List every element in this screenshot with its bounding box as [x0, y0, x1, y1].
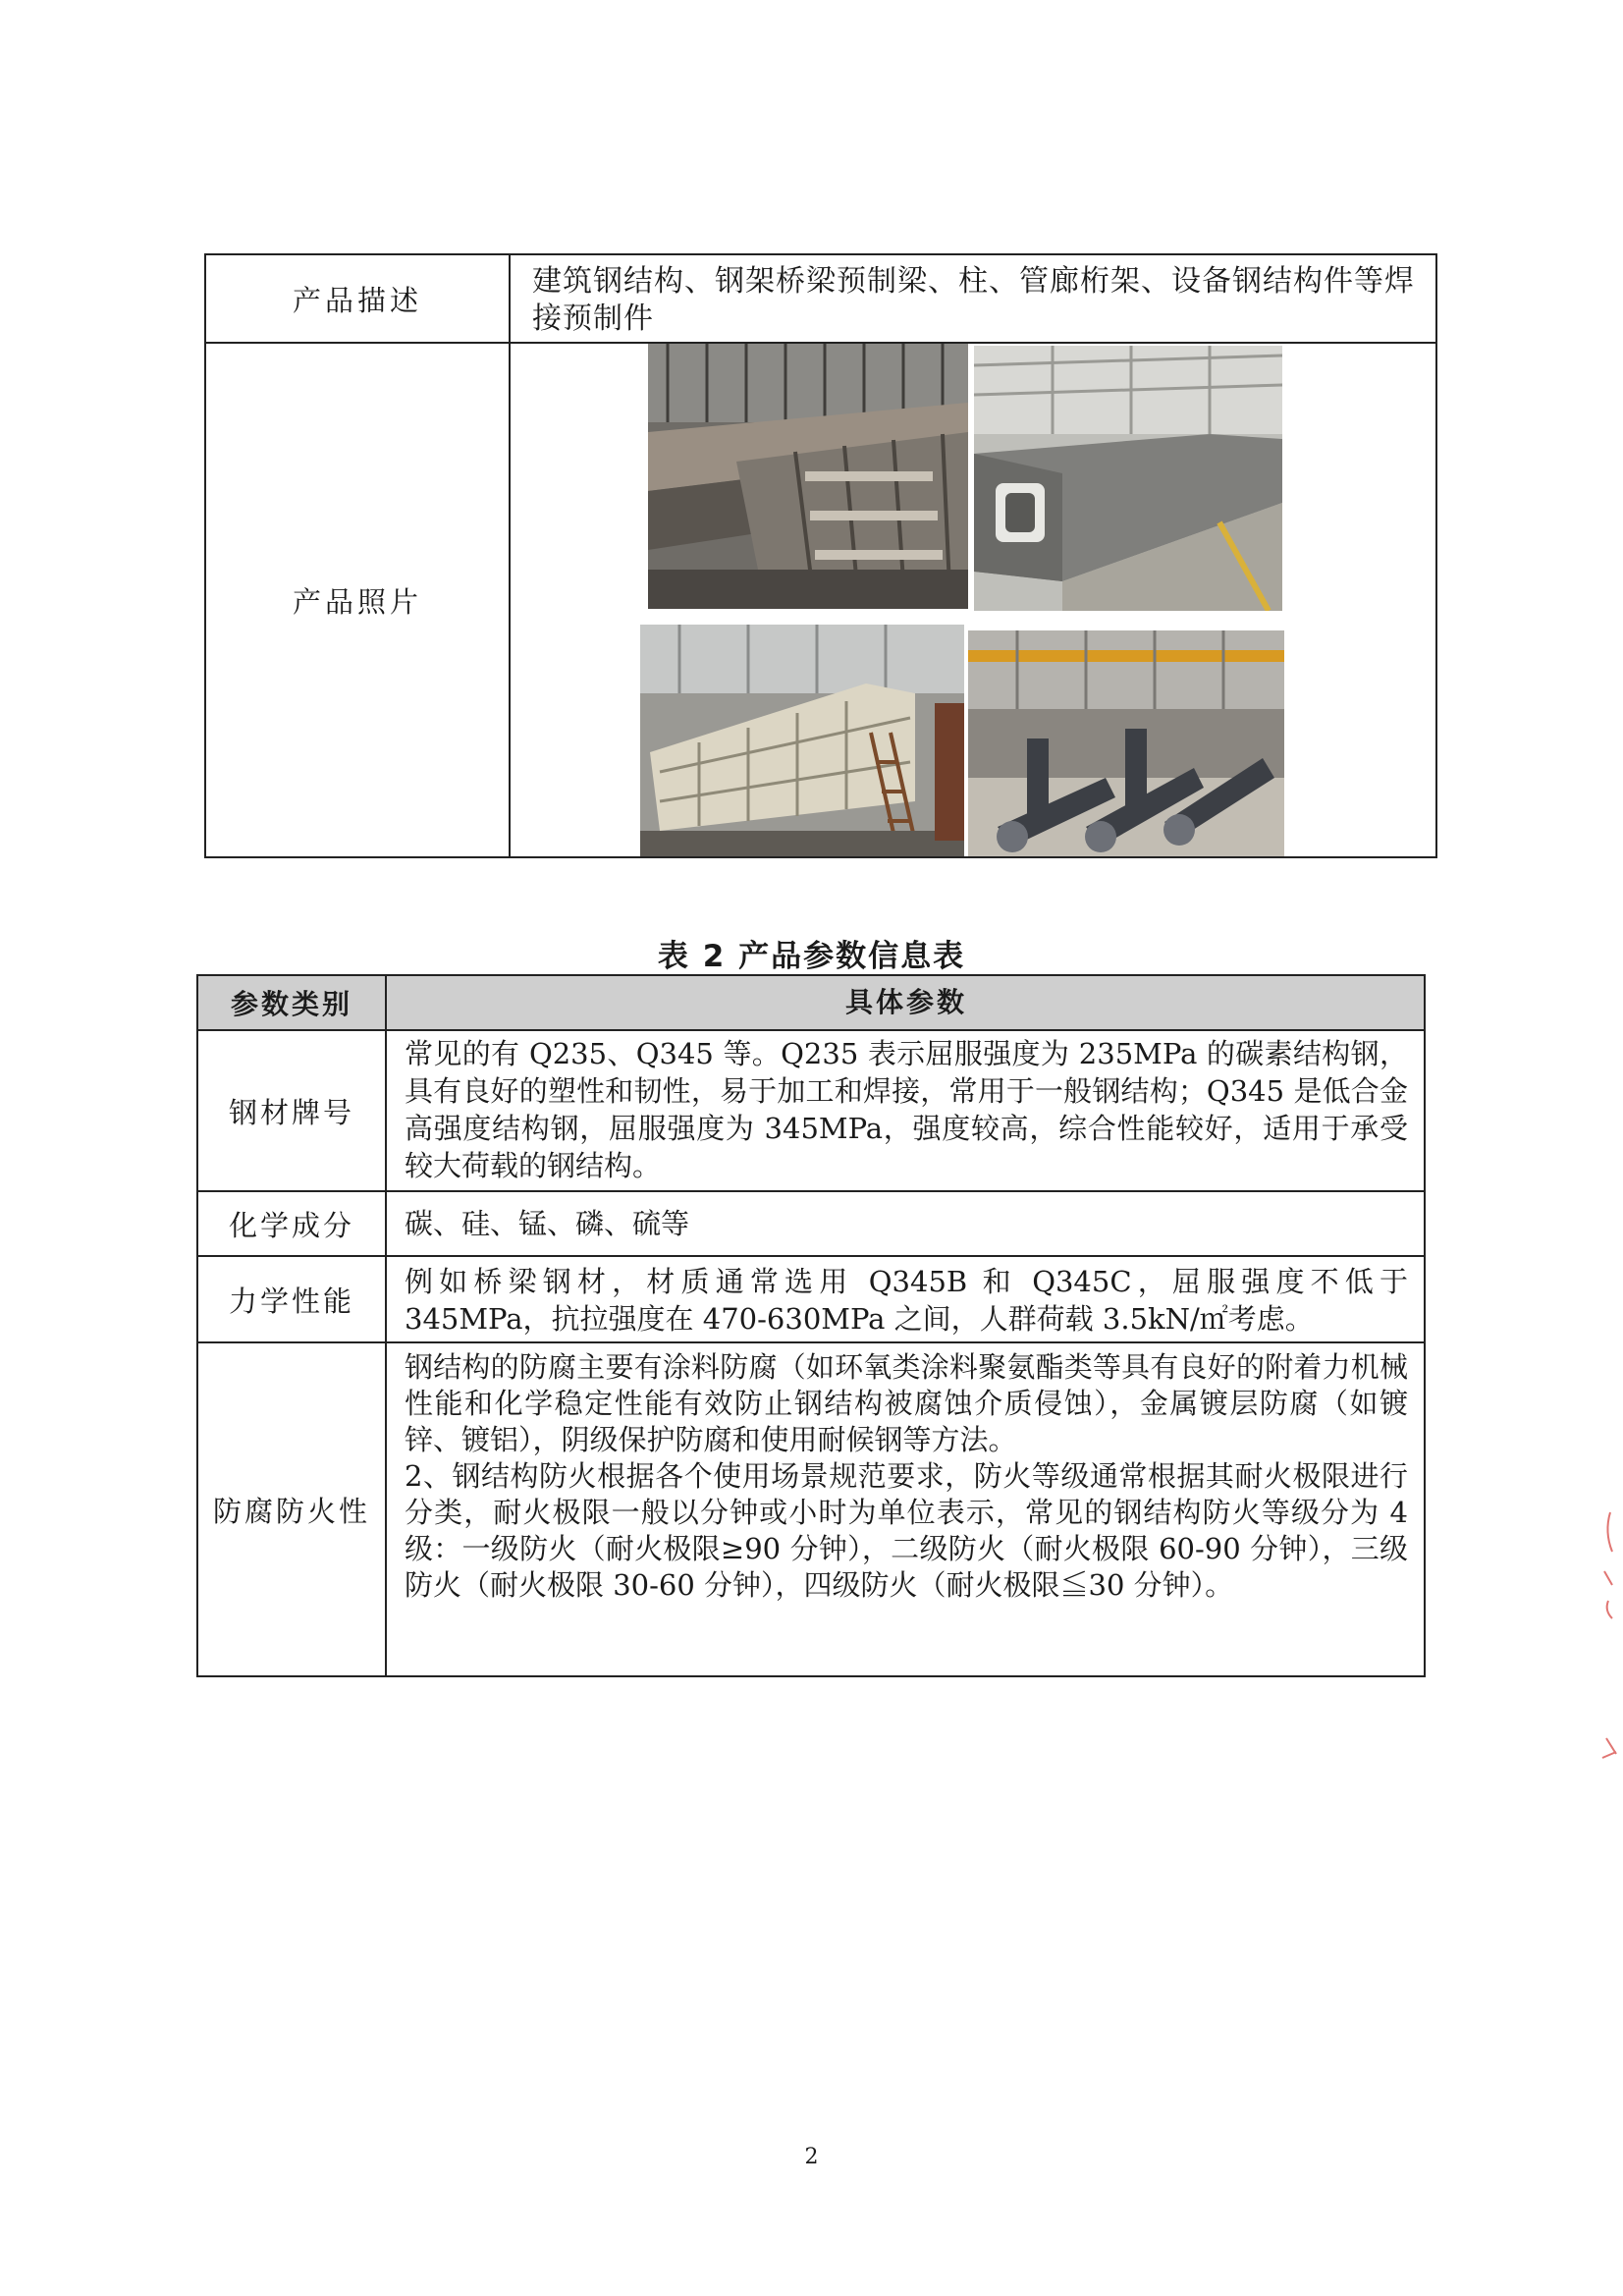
product-info-table	[204, 253, 1437, 858]
row-value-chemical-composition: 碳、硅、锰、磷、硫等	[405, 1207, 690, 1240]
table-row	[198, 1031, 1424, 1192]
table-header-row	[198, 976, 1424, 1031]
table2-caption: 表 2 产品参数信息表	[657, 939, 966, 974]
product-photos-label: 产品照片	[206, 344, 511, 856]
product-description-row	[206, 255, 1435, 344]
header-details: 具体参数	[844, 986, 967, 1018]
row-label-chemical-composition: 化学成分	[198, 1192, 387, 1255]
header-category: 参数类别	[198, 976, 387, 1029]
table-row	[198, 1343, 1424, 1675]
table-row	[198, 1257, 1424, 1343]
page-number: 2	[804, 2145, 819, 2169]
product-photos-cell	[511, 344, 1435, 856]
row-value-mechanical-properties: 例如桥梁钢材，材质通常选用 Q345B 和 Q345C，屈服强度不低于 345MPa，抗拉强度在 470-630MPa 之间，人群荷载 3.5kN/㎡考虑。	[405, 1265, 1408, 1336]
product-photo-steel-frames	[648, 344, 968, 609]
product-photos-row	[206, 344, 1435, 856]
row-value-corrosion-fire	[387, 1343, 1424, 1675]
product-description-value: 建筑钢结构、钢架桥梁预制梁、柱、管廊桁架、设备钢结构件等焊接预制件	[532, 264, 1415, 336]
row-label-corrosion-fire: 防腐防火性	[198, 1343, 387, 1675]
product-photo-pipe-rack-truss	[640, 625, 964, 856]
fire-paragraph: 2、钢结构防火根据各个使用场景规范要求，防火等级通常根据其耐火极限进行分类，耐火极限一般以分钟或小时为单位表示，常见的钢结构防火等级分为 4 级：一级防火（耐火极限≥90 分钟），二级防火（耐火极限 60-90 分钟），三级防火（耐火极限 30-60 分钟），四级防火（耐火极限≦30 分钟）。	[405, 1459, 1408, 1602]
row-value-steel-grade: 常见的有 Q235、Q345 等。Q235 表示屈服强度为 235MPa 的碳素结构钢，具有良好的塑性和韧性，易于加工和焊接，常用于一般钢结构；Q345 是低合金高强度结构钢，屈服强度为 345MPa，强度较高，综合性能较好，适用于承受较大荷载的钢结构。	[405, 1037, 1408, 1182]
product-description-label: 产品描述	[206, 255, 511, 342]
red-stamp-fragment	[1591, 1503, 1620, 1777]
row-label-mechanical-properties: 力学性能	[198, 1257, 387, 1341]
product-photo-box-girder	[974, 346, 1282, 611]
corrosion-paragraph: 钢结构的防腐主要有涂料防腐（如环氧类涂料聚氨酯类等具有良好的附着力机械性能和化学稳定性能有效防止钢结构被腐蚀介质侵蚀），金属镀层防腐（如镀锌、镀铝），阴级保护防腐和使用耐候钢等方法。	[405, 1350, 1408, 1456]
product-photo-steel-columns	[968, 630, 1284, 856]
table-row	[198, 1192, 1424, 1257]
product-parameter-table	[196, 974, 1426, 1677]
row-label-steel-grade: 钢材牌号	[198, 1031, 387, 1190]
